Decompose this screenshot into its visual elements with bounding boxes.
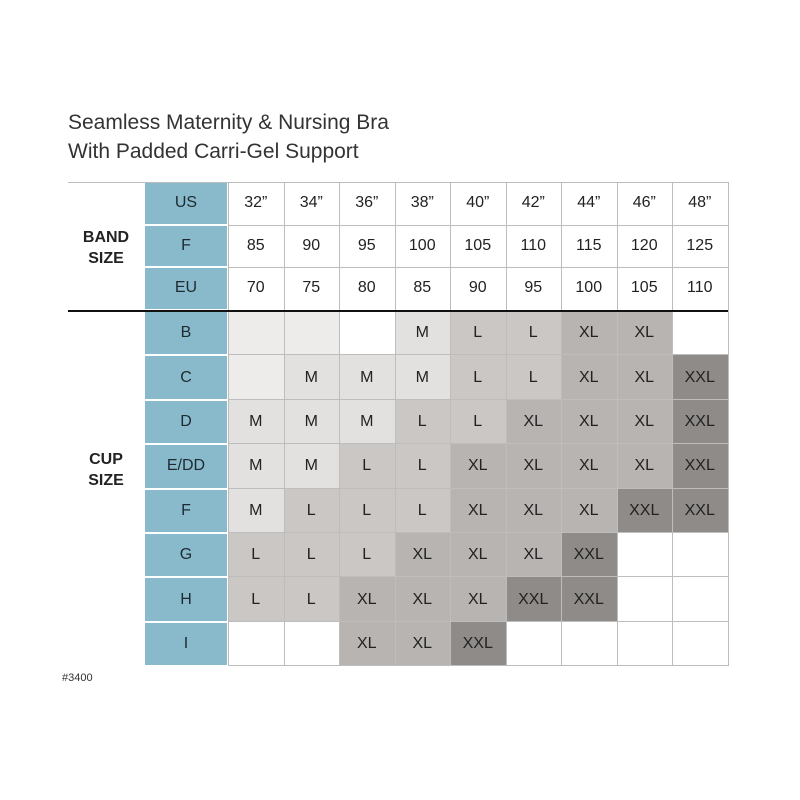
size-cell — [617, 622, 673, 666]
band-size-cell: 90 — [468, 279, 487, 297]
band-size-cell: 85 — [413, 279, 432, 297]
band-row-label: F — [144, 225, 228, 268]
band-size-cell: 120 — [630, 236, 658, 254]
section-divider — [68, 310, 728, 312]
grid-line — [450, 182, 451, 666]
size-cell: XXL — [672, 355, 728, 399]
size-cell: XXL — [506, 577, 562, 621]
band-size-cell: 125 — [686, 236, 714, 254]
grid-line — [228, 399, 728, 400]
size-cell: L — [395, 444, 451, 488]
grid-line — [228, 443, 728, 444]
title-line-2: With Padded Carri-Gel Support — [68, 140, 359, 163]
size-cell: XXL — [450, 622, 506, 666]
size-cell: XL — [339, 622, 395, 666]
band-size-cell: 100 — [575, 279, 603, 297]
grid-line — [617, 182, 618, 666]
band-size-cell: 110 — [686, 279, 713, 297]
size-cell: XL — [506, 444, 562, 488]
band-size-cell: 70 — [246, 279, 265, 297]
grid-line — [395, 182, 396, 666]
size-cell: XL — [450, 444, 506, 488]
grid-line — [228, 621, 728, 622]
size-cell: XL — [395, 577, 451, 621]
chart-title — [68, 108, 389, 166]
size-cell: XXL — [672, 489, 728, 533]
size-cell: XL — [450, 533, 506, 577]
size-cell: XL — [561, 355, 617, 399]
size-cell: XXL — [561, 533, 617, 577]
cup-row-label: B — [144, 311, 228, 355]
size-cell: L — [339, 489, 395, 533]
grid-line — [228, 488, 728, 489]
cup-size-label-line-1: CUP — [89, 451, 123, 468]
grid-line — [339, 182, 340, 666]
grid-line — [228, 225, 728, 226]
size-cell: L — [506, 311, 562, 355]
band-size-cell: 36” — [355, 194, 379, 212]
band-size-cell: 80 — [357, 279, 376, 297]
size-cell: XL — [561, 400, 617, 444]
band-size-cell: 75 — [302, 279, 321, 297]
size-cell — [284, 622, 340, 666]
size-cell: L — [228, 577, 284, 621]
size-cell — [228, 622, 284, 666]
grid-line — [228, 182, 728, 183]
size-cell — [672, 311, 728, 355]
grid-line — [228, 665, 728, 666]
band-size-cell: 85 — [246, 236, 265, 254]
band-size-cell: 90 — [302, 236, 321, 254]
grid-line — [228, 354, 728, 355]
size-cell: M — [228, 444, 284, 488]
size-cell — [561, 622, 617, 666]
size-cell: L — [284, 577, 340, 621]
size-chart-grid — [68, 182, 728, 666]
grid-line — [672, 182, 673, 666]
grid-line — [228, 532, 728, 533]
size-cell: XL — [506, 533, 562, 577]
size-cell: L — [450, 355, 506, 399]
grid-line — [228, 182, 229, 666]
size-cell: L — [450, 311, 506, 355]
band-size-cell: 95 — [357, 236, 376, 254]
band-size-cell: 105 — [464, 236, 492, 254]
size-cell: L — [339, 533, 395, 577]
size-cell: XL — [561, 489, 617, 533]
size-cell: M — [228, 489, 284, 533]
size-cell: M — [339, 355, 395, 399]
size-cell: M — [339, 400, 395, 444]
size-cell: XL — [506, 400, 562, 444]
size-cell: XL — [450, 577, 506, 621]
size-cell: XL — [395, 533, 451, 577]
cup-size-label-line-2: SIZE — [88, 472, 124, 489]
size-cell: L — [395, 400, 451, 444]
band-row-label: EU — [144, 267, 228, 310]
band-size-label-line-1: BAND — [82, 229, 130, 246]
size-cell: XL — [561, 444, 617, 488]
size-cell — [672, 622, 728, 666]
size-cell: XL — [617, 400, 673, 444]
band-size-cell: 95 — [524, 279, 543, 297]
band-size-label-line-2: SIZE — [88, 250, 124, 267]
size-cell: XXL — [672, 400, 728, 444]
band-size-label — [68, 227, 144, 269]
size-cell: XXL — [561, 577, 617, 621]
size-cell: XXL — [617, 489, 673, 533]
grid-line — [68, 182, 228, 183]
cup-row-label: D — [144, 400, 228, 444]
band-row-label: US — [144, 182, 228, 225]
band-size-cell: 46” — [632, 194, 656, 212]
size-cell: M — [395, 311, 451, 355]
size-cell: XL — [395, 622, 451, 666]
band-size-cell: 40” — [466, 194, 490, 212]
size-cell: XL — [617, 355, 673, 399]
cup-row-label: F — [144, 489, 228, 533]
size-cell: L — [228, 533, 284, 577]
size-cell — [228, 311, 284, 355]
size-cell — [617, 577, 673, 621]
title-line-1: Seamless Maternity & Nursing Bra — [68, 111, 389, 134]
size-cell: XL — [506, 489, 562, 533]
size-cell: L — [395, 489, 451, 533]
band-size-cell: 34” — [299, 194, 323, 212]
size-cell: L — [284, 489, 340, 533]
size-cell: M — [284, 355, 340, 399]
cup-row-label: E/DD — [144, 444, 228, 488]
size-cell — [228, 355, 284, 399]
band-size-cell: 110 — [520, 236, 546, 254]
grid-line — [228, 267, 728, 268]
size-cell: XL — [617, 444, 673, 488]
size-cell: XL — [339, 577, 395, 621]
grid-line — [284, 182, 285, 666]
size-cell: XXL — [672, 444, 728, 488]
size-cell: M — [284, 444, 340, 488]
band-size-cell: 100 — [408, 236, 436, 254]
size-cell: L — [339, 444, 395, 488]
band-size-cell: 105 — [630, 279, 658, 297]
size-cell — [506, 622, 562, 666]
cup-size-label — [68, 449, 144, 491]
size-cell: XL — [561, 311, 617, 355]
size-cell — [284, 311, 340, 355]
band-size-cell: 44” — [577, 194, 601, 212]
band-size-cell: 42” — [521, 194, 545, 212]
cup-row-label: C — [144, 355, 228, 399]
size-cell: M — [228, 400, 284, 444]
size-cell: XL — [450, 489, 506, 533]
size-cell: M — [284, 400, 340, 444]
grid-line — [506, 182, 507, 666]
size-cell — [339, 311, 395, 355]
cup-row-label: H — [144, 577, 228, 621]
band-size-cell: 32” — [244, 194, 268, 212]
grid-line — [728, 182, 729, 666]
size-cell — [617, 533, 673, 577]
grid-line — [561, 182, 562, 666]
band-size-cell: 48” — [688, 194, 712, 212]
cup-row-label: G — [144, 533, 228, 577]
cup-row-label: I — [144, 622, 228, 666]
size-cell: L — [284, 533, 340, 577]
size-cell: XL — [617, 311, 673, 355]
band-size-cell: 38” — [410, 194, 434, 212]
band-size-cell: 115 — [575, 236, 602, 254]
size-cell: M — [395, 355, 451, 399]
grid-line — [228, 576, 728, 577]
size-cell — [672, 577, 728, 621]
size-cell: L — [450, 400, 506, 444]
product-code: #3400 — [62, 672, 93, 684]
size-cell: L — [506, 355, 562, 399]
size-cell — [672, 533, 728, 577]
